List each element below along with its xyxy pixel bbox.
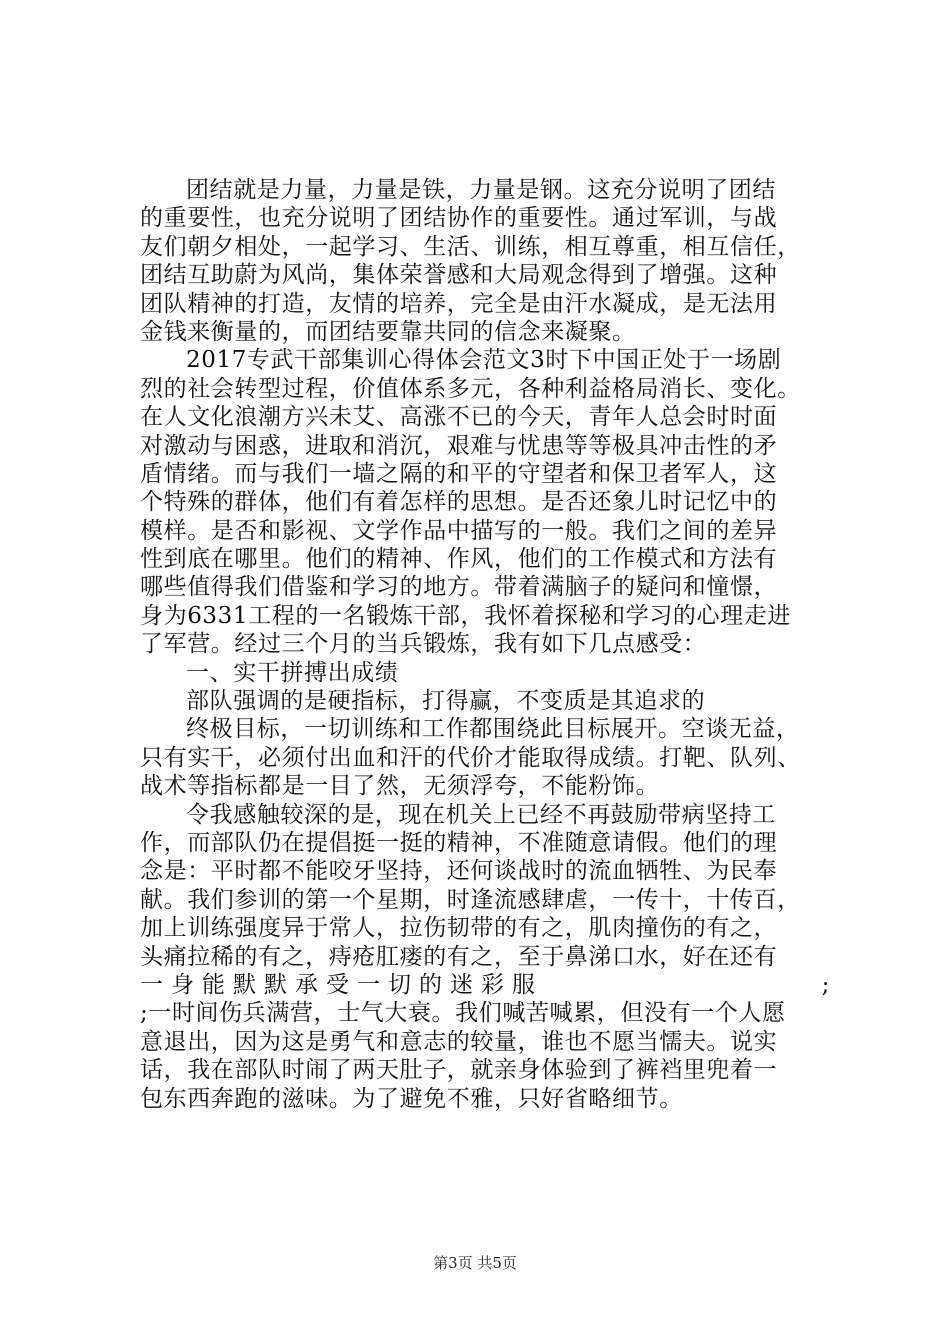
- paragraph-line: 话，我在部队时闹了两天肚子，就亲身体验到了裤裆里兜着一: [140, 1057, 778, 1084]
- paragraph-line: 念是：平时都不能咬牙坚持，还何谈战时的流血牺牲、为民奉: [140, 858, 778, 885]
- paragraph-line: 了军营。经过三个月的当兵锻炼，我有如下几点感受：: [140, 631, 707, 658]
- paragraph-line: 的重要性，也充分说明了团结协作的重要性。通过军训，与战: [140, 205, 778, 232]
- paragraph-line: 令我感触较深的是，现在机关上已经不再鼓励带病坚持工: [186, 801, 776, 828]
- paragraph-line: 加上训练强度异于常人，拉伤韧带的有之，肌肉撞伤的有之，: [140, 915, 778, 942]
- paragraph-line: 个特殊的群体，他们有着怎样的思想。是否还象儿时记忆中的: [140, 489, 778, 516]
- spread-line-punct: ;: [821, 971, 830, 998]
- paragraph-line: 作，而部队仍在提倡挺一挺的精神，不准随意请假。他们的理: [140, 829, 778, 856]
- paragraph-line: 2017专武干部集训心得体会范文3时下中国正处于一场剧: [186, 347, 782, 374]
- paragraph-line: 性到底在哪里。他们的精神、作风，他们的工作模式和方法有: [140, 546, 778, 573]
- paragraph-line: 模样。是否和影视、文学作品中描写的一般。我们之间的差异: [140, 517, 778, 544]
- paragraph-line: 烈的社会转型过程，价值体系多元，各种利益格局消长、变化。: [140, 375, 801, 402]
- page-footer: [0, 1252, 950, 1273]
- document-body: [140, 176, 830, 1113]
- section-heading: 一、实干拼搏出成绩: [186, 659, 399, 686]
- paragraph-line: 对激动与困惑，进取和消沉，艰难与忧患等等极具冲击性的矛: [140, 432, 778, 459]
- paragraph-line: 身为6331工程的一名锻炼干部，我怀着探秘和学习的心理走进: [140, 602, 791, 629]
- paragraph-line: 金钱来衡量的，而团结要靠共同的信念来凝聚。: [140, 318, 636, 345]
- paragraph-line: 盾情绪。而与我们一墙之隔的和平的守望者和保卫者军人，这: [140, 460, 778, 487]
- paragraph-line: 头痛拉稀的有之，痔疮肛瘘的有之，至于鼻涕口水，好在还有: [140, 943, 778, 970]
- spread-line: [140, 971, 830, 999]
- paragraph-line: 战术等指标都是一目了然，无须浮夸，不能粉饰。: [140, 773, 660, 800]
- paragraph-line: ;一时间伤兵满营，士气大衰。我们喊苦喊累，但没有一个人愿: [140, 1000, 786, 1027]
- spread-line-text: 一身能默默承受一切的迷彩服: [140, 971, 543, 998]
- paragraph-line: 只有实干，必须付出血和汗的代价才能取得成绩。打靶、队列、: [140, 744, 801, 771]
- paragraph-line: 部队强调的是硬指标，打得赢，不变质是其追求的: [186, 688, 706, 715]
- paragraph-line: 团队精神的打造，友情的培养，完全是由汗水凝成，是无法用: [140, 290, 778, 317]
- paragraph-line: 团结就是力量，力量是铁，力量是钢。这充分说明了团结: [186, 177, 776, 203]
- paragraph-line: 终极目标，一切训练和工作都围绕此目标展开。空谈无益，: [186, 716, 800, 743]
- page-number: 第3页 共5页: [433, 1254, 517, 1272]
- paragraph-line: 在人文化浪潮方兴未艾、高涨不已的今天，青年人总会时时面: [140, 404, 778, 431]
- paragraph-line: 友们朝夕相处，一起学习、生活、训练，相互尊重，相互信任，: [140, 233, 801, 260]
- paragraph-line: 哪些值得我们借鉴和学习的地方。带着满脑子的疑问和憧憬，: [140, 574, 778, 601]
- paragraph-line: 包东西奔跑的滋味。为了避免不雅，只好省略细节。: [140, 1085, 683, 1112]
- paragraph-line: 意退出，因为这是勇气和意志的较量，谁也不愿当懦夫。说实: [140, 1028, 778, 1055]
- paragraph-line: 团结互助蔚为风尚，集体荣誉感和大局观念得到了增强。这种: [140, 262, 778, 289]
- paragraph-line: 献。我们参训的第一个星期，时逢流感肆虐，一传十，十传百，: [140, 886, 801, 913]
